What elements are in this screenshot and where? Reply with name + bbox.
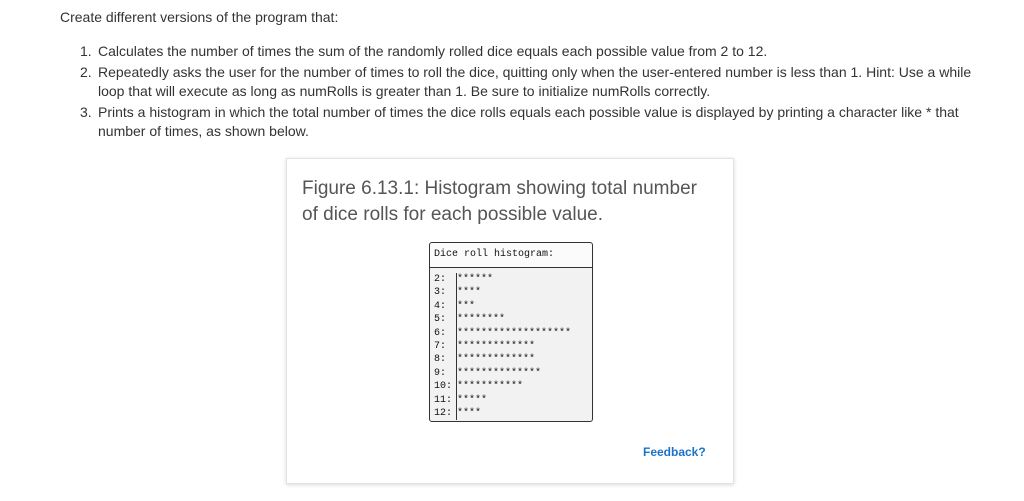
- row-bar: *************: [457, 340, 536, 352]
- row-bar: *******************: [457, 327, 572, 339]
- figure-card: [286, 158, 734, 484]
- row-label: 5:: [430, 313, 457, 326]
- row-label: 2:: [430, 273, 457, 286]
- code-output-box: [429, 242, 593, 422]
- histogram-row: [430, 367, 592, 380]
- row-label: 10:: [430, 380, 457, 393]
- intro-text: Create different versions of the program that:: [60, 9, 339, 25]
- histogram-row: [430, 300, 592, 313]
- step-text: Calculates the number of times the sum of the randomly rolled dice equals each possible value from 2 to 12.: [98, 43, 768, 59]
- step-text: Repeatedly asks the user for the number of times to roll the dice, quitting only when the user-entered number is less than 1. Hint: Use a while loop that will execute as long as numRolls is greater than 1. Be sure to initialize numRolls correctly.: [98, 64, 972, 99]
- row-bar: ***: [457, 300, 476, 312]
- row-label: 12:: [430, 407, 457, 420]
- histogram-row: [430, 394, 592, 407]
- histogram-row: [430, 353, 592, 366]
- step-number: 2.: [80, 64, 92, 80]
- histogram-row: [430, 313, 592, 326]
- instruction-list: [80, 42, 980, 143]
- step-number: 3.: [80, 104, 92, 120]
- row-bar: ******: [457, 274, 494, 285]
- row-bar: *****: [457, 394, 488, 406]
- figure-caption: Figure 6.13.1: Histogram showing total number of dice rolls for each possible value.: [302, 178, 697, 225]
- row-label: 8:: [430, 353, 457, 366]
- list-item: [80, 103, 980, 141]
- feedback-link[interactable]: Feedback?: [643, 445, 706, 459]
- code-header: Dice roll histogram:: [430, 243, 592, 268]
- row-bar: ****: [457, 287, 482, 299]
- histogram-row: [430, 407, 592, 420]
- row-label: 7:: [430, 340, 457, 353]
- step-number: 1.: [80, 43, 92, 59]
- histogram-row: [430, 380, 592, 393]
- histogram-row: [430, 273, 592, 286]
- row-bar: ****: [457, 407, 482, 419]
- step-text: Prints a histogram in which the total number of times the dice rolls equals each possible value is displayed by printing a character like * that number of times, as shown below.: [98, 104, 959, 139]
- histogram-rows: [430, 268, 592, 420]
- histogram-row: [430, 327, 592, 340]
- histogram-row: [430, 340, 592, 353]
- row-bar: ***********: [457, 381, 524, 393]
- list-item: [80, 42, 980, 61]
- row-label: 6:: [430, 327, 457, 340]
- list-item: [80, 63, 980, 101]
- row-label: 3:: [430, 286, 457, 299]
- row-bar: ********: [457, 314, 506, 326]
- row-bar: **************: [457, 367, 542, 379]
- row-label: 11:: [430, 394, 457, 407]
- row-label: 9:: [430, 367, 457, 380]
- row-label: 4:: [430, 300, 457, 313]
- histogram-row: [430, 286, 592, 299]
- row-bar: *************: [457, 354, 536, 366]
